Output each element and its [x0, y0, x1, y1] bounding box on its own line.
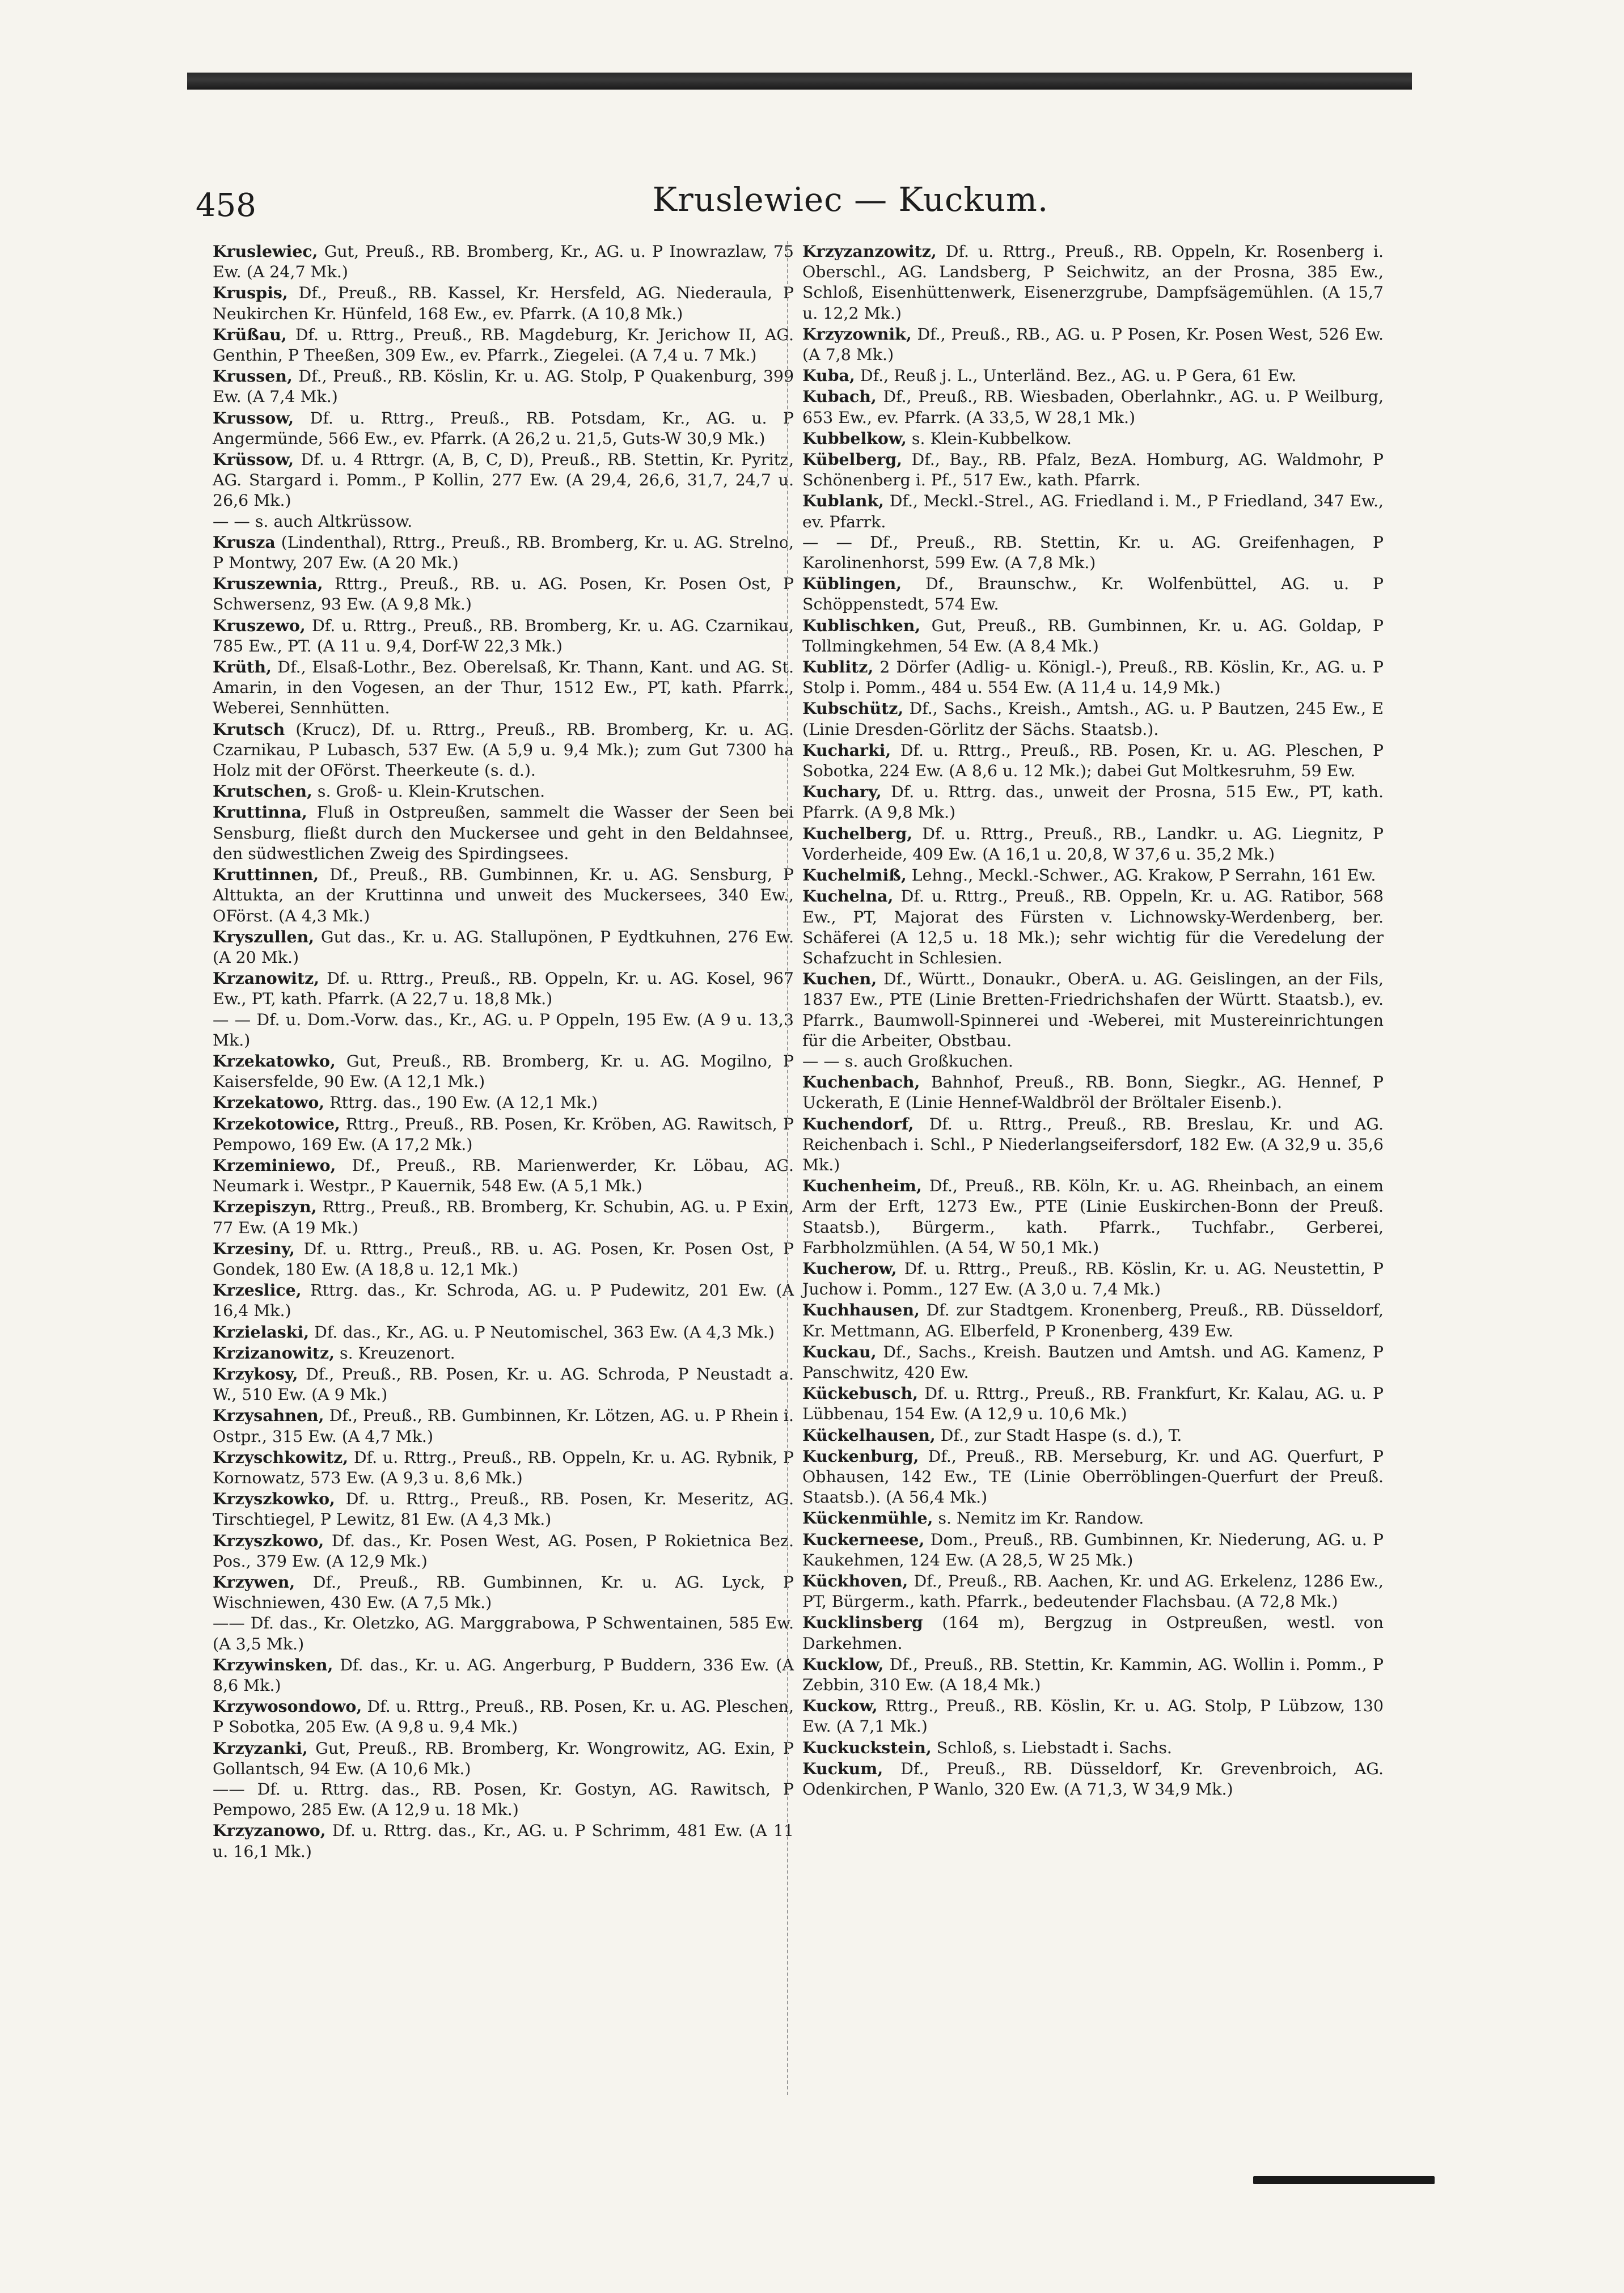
entry-text: Df., Preuß., RB. Stettin, Kr. Kammin, AG. Wollin i. Pomm., P Zebbin, 310 Ew. (A 18,4 Mk.)	[802, 1655, 1384, 1695]
entry-text: Rttrg., Preuß., RB. Bromberg, Kr. Schubin, AG. u. P Exin, 77 Ew. (A 19 Mk.)	[213, 1198, 794, 1237]
entry-text: s. Groß- u. Klein-Krutschen.	[317, 782, 545, 801]
gazetteer-entry	[213, 366, 794, 407]
gazetteer-entry	[213, 1196, 794, 1238]
entry-headword: Kuchhausen,	[802, 1300, 920, 1320]
entry-text: Df. u. Rttrg., Preuß., RB. Breslau, Kr. und AG. Reichenbach i. Schl., P Niederlangseifersdorf, 182 Ew. (A 32,9 u. 35,6 Mk.)	[802, 1114, 1384, 1174]
entry-headword: Krzekatowko,	[213, 1051, 336, 1071]
gazetteer-entry	[213, 532, 794, 573]
entry-text: Df. u. Rttrg., Preuß., RB. Magdeburg, Kr. Jerichow II, AG. Genthin, P Theeßen, 309 Ew., ev. Pfarrk., Ziegelei. (A 7,4 u. 7 Mk.)	[213, 325, 794, 365]
entry-text: Df. u. Rttrg., Preuß., RB. u. AG. Posen, Kr. Posen Ost, P Gondek, 180 Ew. (A 18,8 u. 12,1 Mk.)	[213, 1239, 794, 1279]
entry-text: s. Klein-Kubbelkow.	[911, 429, 1072, 448]
gazetteer-entry	[802, 1258, 1384, 1300]
entry-headword: Kuckum,	[802, 1758, 883, 1778]
entry-headword: Krüssow,	[213, 450, 294, 469]
gazetteer-entry	[213, 1322, 794, 1343]
gazetteer-entry	[802, 1695, 1384, 1737]
entry-headword: Krzekotowice,	[213, 1114, 340, 1133]
gazetteer-entry	[802, 241, 1384, 324]
entry-headword: Kübelberg,	[802, 450, 902, 469]
entry-headword: Krzyszkowko,	[213, 1489, 335, 1509]
entry-text: Df., Württ., Donaukr., OberA. u. AG. Geislingen, an der Fils, 1837 Ew., PTE (Linie Bretten-Friedrichshafen der Württ. Staatsb.), ev. Pfarrk., Baumwoll-Spinnerei und -Weberei, mit Mustereinrichtungen für die Arbeiter, Obstbau.	[802, 970, 1384, 1050]
entry-text: — — s. auch Altkrüssow.	[213, 511, 413, 531]
entry-text: Df., Preuß., RB. Köslin, Kr. u. AG. Stolp, P Quakenburg, 399 Ew. (A 7,4 Mk.)	[213, 367, 794, 407]
entry-headword: Kublitz,	[802, 657, 874, 677]
gazetteer-entry	[802, 1051, 1384, 1072]
gazetteer-entry	[213, 926, 794, 968]
entry-headword: Krzyzownik,	[802, 324, 912, 344]
entry-headword: Kuchenheim,	[802, 1176, 922, 1196]
gazetteer-entry	[213, 1738, 794, 1779]
entry-headword: Kruszewnia,	[213, 574, 323, 594]
entry-text: Df., Preuß., RB. Düsseldorf, Kr. Grevenbroich, AG. Odenkirchen, P Wanlo, 320 Ew. (A 71,3, W 34,9 Mk.)	[802, 1759, 1384, 1799]
gazetteer-entry	[802, 657, 1384, 698]
entry-headword: Kückhoven,	[802, 1571, 908, 1590]
gazetteer-entry	[213, 1092, 794, 1113]
entry-text: — — Df. u. Dom.-Vorw. das., Kr., AG. u. P Oppeln, 195 Ew. (A 9 u. 13,3 Mk.)	[213, 1010, 794, 1050]
entry-headword: Krüth,	[213, 657, 272, 677]
gazetteer-entry	[213, 1364, 794, 1405]
entry-headword: Krzysahnen,	[213, 1406, 324, 1425]
entry-text: Df. u. Rttrg., Preuß., RB. Köslin, Kr. u. AG. Neustettin, P Juchow i. Pomm., 127 Ew. (A 3,0 u. 7,4 Mk.)	[802, 1259, 1384, 1299]
entry-text: —— Df. das., Kr. Oletzko, AG. Marggrabowa, P Schwentainen, 585 Ew. (A 3,5 Mk.)	[213, 1614, 794, 1653]
entry-text: Df., Preuß., RB., AG. u. P Posen, Kr. Posen West, 526 Ew. (A 7,8 Mk.)	[802, 324, 1384, 365]
entry-headword: Krussow,	[213, 408, 294, 428]
entry-text: Df., Sachs., Kreish. Bautzen und Amtsh. und AG. Kamenz, P Panschwitz, 420 Ew.	[802, 1342, 1384, 1382]
running-head: Kruslewiec — Kuckum.	[652, 180, 1049, 219]
gazetteer-entry	[213, 324, 794, 366]
gazetteer-entry	[802, 1300, 1384, 1341]
entry-headword: Kruslewiec,	[213, 242, 318, 261]
entry-text: Df. das., Kr., AG. u. P Neutomischel, 363 Ew. (A 4,3 Mk.)	[314, 1322, 775, 1342]
entry-headword: Kubach,	[802, 387, 877, 407]
entry-headword: Kuchelmiß,	[802, 865, 907, 885]
entry-headword: Kublank,	[802, 491, 884, 511]
entry-text: Df., Preuß., RB. Wiesbaden, Oberlahnkr., AG. u. P Weilburg, 653 Ew., ev. Pfarrk. (A 33,5, W 28,1 Mk.)	[802, 387, 1384, 427]
entry-headword: Kruttinnen,	[213, 865, 319, 885]
entry-text: Df., Preuß., RB. Kassel, Kr. Hersfeld, AG. Niederaula, P Neukirchen Kr. Hünfeld, 168 Ew., ev. Pfarrk. (A 10,8 Mk.)	[213, 284, 794, 323]
entry-text: Rttrg. das., Kr. Schroda, AG. u. P Pudewitz, 201 Ew. (A 16,4 Mk.)	[213, 1281, 794, 1321]
entry-headword: Kuckerneese,	[802, 1529, 925, 1549]
entry-text: Df. u. Rttrg., Preuß., RB. Potsdam, Kr., AG. u. P Angermünde, 566 Ew., ev. Pfarrk. (A 26,2 u. 21,5, Guts-W 30,9 Mk.)	[213, 408, 794, 448]
entry-headword: Kuchelberg,	[802, 823, 913, 843]
gazetteer-entry	[213, 282, 794, 324]
entry-headword: Krutschen,	[213, 781, 312, 801]
gazetteer-entry	[802, 740, 1384, 781]
gazetteer-entry	[802, 1654, 1384, 1695]
entry-text: Df., zur Stadt Haspe (s. d.), T.	[940, 1425, 1182, 1445]
entry-text: Df., Meckl.-Strel., AG. Friedland i. M., P Friedland, 347 Ew., ev. Pfarrk.	[802, 492, 1384, 531]
gazetteer-entry	[802, 1383, 1384, 1424]
gazetteer-entry	[213, 573, 794, 615]
entry-headword: Kuckenburg,	[802, 1446, 919, 1466]
entry-text: Gut, Preuß., RB. Gumbinnen, Kr. u. AG. Goldap, P Tollmingkehmen, 54 Ew. (A 8,4 Mk.)	[802, 616, 1384, 655]
entry-text: Df., Elsaß-Lothr., Bez. Oberelsaß, Kr. Thann, Kant. und AG. St. Amarin, in den Vogesen, an der Thur, 1512 Ew., PT, kath. Pfarrk., Weberei, Sennhütten.	[213, 658, 794, 718]
entry-text: Df., Preuß., RB. Merseburg, Kr. und AG. Querfurt, P Obhausen, 142 Ew., TE (Linie Oberröblingen-Querfurt der Preuß. Staatsb.). (A 56,4 Mk.)	[802, 1446, 1384, 1507]
entry-headword: Kryszullen,	[213, 926, 315, 946]
entry-headword: Kuchary,	[802, 782, 882, 802]
entry-headword: Krzesiny,	[213, 1238, 295, 1258]
entry-headword: Krzyzanowo,	[213, 1821, 326, 1841]
entry-headword: Krussen,	[213, 366, 293, 386]
gazetteer-entry	[213, 1820, 794, 1862]
gazetteer-entry	[802, 1342, 1384, 1383]
gazetteer-entry	[802, 1571, 1384, 1612]
entry-text: Gut, Preuß., RB. Bromberg, Kr. Wongrowitz, AG. Exin, P Gollantsch, 94 Ew. (A 10,6 Mk.)	[213, 1738, 794, 1778]
gazetteer-entry	[213, 864, 794, 926]
gazetteer-entry	[802, 865, 1384, 886]
entry-headword: Krzyzanki,	[213, 1738, 308, 1758]
entry-text: Df. u. Rttrg., Preuß., RB., Landkr. u. AG. Liegnitz, P Vorderheide, 409 Ew. (A 16,1 u. 20,8, W 37,6 u. 35,2 Mk.)	[802, 824, 1384, 864]
entry-headword: Krzywinsken,	[213, 1655, 333, 1674]
entry-text: Df., Preuß., RB. Gumbinnen, Kr. Lötzen, AG. u. P Rhein i. Ostpr., 315 Ew. (A 4,7 Mk.)	[213, 1406, 794, 1446]
entry-text: (Lindenthal), Rttrg., Preuß., RB. Bromberg, Kr. u. AG. Strelno, P Montwy, 207 Ew. (A 20 Mk.)	[213, 532, 794, 573]
entry-headword: Krzizanowitz,	[213, 1343, 335, 1363]
entry-headword: Kückenmühle,	[802, 1508, 933, 1528]
entry-headword: Kruszewo,	[213, 615, 306, 635]
gazetteer-entry	[802, 386, 1384, 428]
entry-text: Df., Preuß., RB. Gumbinnen, Kr. u. AG. Lyck, P Wischniewen, 430 Ew. (A 7,5 Mk.)	[213, 1573, 794, 1613]
gazetteer-entry	[802, 1758, 1384, 1800]
entry-text: 2 Dörfer (Adlig- u. Königl.-), Preuß., RB. Köslin, Kr., AG. u. P Stolp i. Pomm., 484 u. 554 Ew. (A 11,4 u. 14,9 Mk.)	[802, 658, 1384, 697]
gazetteer-entry	[802, 1072, 1384, 1113]
entry-text: Df., Reuß j. L., Unterländ. Bez., AG. u. P Gera, 61 Ew.	[860, 366, 1297, 386]
entry-headword: Krzyschkowitz,	[213, 1447, 349, 1467]
entry-text: Gut, Preuß., RB. Bromberg, Kr., AG. u. P Inowrazlaw, 75 Ew. (A 24,7 Mk.)	[213, 242, 794, 282]
gazetteer-entry	[802, 324, 1384, 365]
entry-headword: Kubschütz,	[802, 699, 904, 718]
gazetteer-entry	[213, 449, 794, 511]
entry-headword: Kückebusch,	[802, 1384, 919, 1403]
entry-text: Df. u. Rttrg. das., unweit der Prosna, 515 Ew., PT, kath. Pfarrk. (A 9,8 Mk.)	[802, 782, 1384, 822]
entry-text: (Krucz), Df. u. Rttrg., Preuß., RB. Bromberg, Kr. u. AG. Czarnikau, P Lubasch, 537 Ew. (A 5,9 u. 9,4 Mk.); zum Gut 7300 ha Holz mit der OFörst. Theerkeute (s. d.).	[213, 720, 794, 780]
gazetteer-entry	[213, 1114, 794, 1155]
entry-text: Df. das., Kr. u. AG. Angerburg, P Buddern, 336 Ew. (A 8,6 Mk.)	[213, 1655, 794, 1695]
gazetteer-entry	[213, 1405, 794, 1446]
entry-text: Df. u. Rttrg. das., Kr., AG. u. P Schrimm, 481 Ew. (A 11 u. 16,1 Mk.)	[213, 1821, 794, 1861]
entry-headword: Krzyszkowo,	[213, 1530, 324, 1550]
entry-text: Dom., Preuß., RB. Gumbinnen, Kr. Niederung, AG. u. P Kaukehmen, 124 Ew. (A 28,5, W 25 Mk.)	[802, 1530, 1384, 1569]
bottom-rule	[1253, 2176, 1435, 2184]
entry-text: Df. u. Rttrg., Preuß., RB. Oppeln, Kr. u. AG. Kosel, 967 Ew., PT, kath. Pfarrk. (A 22,7 u. 18,8 Mk.)	[213, 969, 794, 1009]
gazetteer-entry	[802, 1508, 1384, 1529]
page-number: 458	[196, 187, 256, 224]
entry-headword: Kubbelkow,	[802, 428, 907, 448]
gazetteer-entry	[802, 449, 1384, 490]
gazetteer-entry	[213, 1447, 794, 1488]
entry-headword: Kuchendorf,	[802, 1114, 914, 1133]
gazetteer-entry	[213, 1238, 794, 1280]
entry-text: Df. u. 4 Rttrgr. (A, B, C, D), Preuß., RB. Stettin, Kr. Pyritz, AG. Stargard i. Pomm., P Kollin, 277 Ew. (A 29,4, 26,6, 31,7, 24,7 u. 26,6 Mk.)	[213, 450, 794, 510]
entry-text: Lehng., Meckl.-Schwer., AG. Krakow, P Serrahn, 161 Ew.	[911, 866, 1376, 885]
gazetteer-entry	[802, 428, 1384, 449]
gazetteer-entry	[802, 490, 1384, 532]
entry-headword: Krzekatowo,	[213, 1093, 325, 1112]
gazetteer-entry	[213, 1280, 794, 1321]
entry-text: Df., Braunschw., Kr. Wolfenbüttel, AG. u. P Schöppenstedt, 574 Ew.	[802, 574, 1384, 614]
gazetteer-entry	[213, 781, 794, 802]
entry-headword: Krzepiszyn,	[213, 1197, 317, 1217]
gazetteer-entry	[213, 1613, 794, 1654]
gazetteer-entry	[213, 1572, 794, 1613]
gazetteer-entry	[802, 823, 1384, 865]
entry-headword: Krzyzanzowitz,	[802, 242, 937, 261]
left-column	[213, 241, 794, 1862]
entry-headword: Krzywen,	[213, 1572, 295, 1592]
entry-text: Df. u. Rttrg., Preuß., RB. Frankfurt, Kr. Kalau, AG. u. P Lübbenau, 154 Ew. (A 12,9 u. 10,6 Mk.)	[802, 1384, 1384, 1424]
entry-text: s. Nemitz im Kr. Randow.	[938, 1509, 1144, 1528]
entry-text: Df. zur Stadtgem. Kronenberg, Preuß., RB. Düsseldorf, Kr. Mettmann, AG. Elberfeld, P Kronenberg, 439 Ew.	[802, 1301, 1384, 1340]
entry-text: Df. u. Rttrg., Preuß., RB. Oppeln, Kr. Rosenberg i. Oberschl., AG. Landsberg, P Seichwitz, an der Prosna, 385 Ew., Schloß, Eisenhüttenwerk, Eisenerzgrube, Dampfsägemühlen. (A 15,7 u. 12,2 Mk.)	[802, 242, 1384, 323]
entry-headword: Kruttinna,	[213, 802, 307, 822]
entry-headword: Krzykosy,	[213, 1364, 298, 1384]
gazetteer-entry	[213, 1655, 794, 1696]
entry-headword: Kucklinsberg	[802, 1613, 923, 1632]
entry-text: Gut das., Kr. u. AG. Stallupönen, P Eydtkuhnen, 276 Ew. (A 20 Mk.)	[213, 927, 794, 967]
entry-headword: Kucherow,	[802, 1258, 897, 1278]
entry-headword: Küblingen,	[802, 574, 902, 594]
entry-text: Df., Preuß., RB. Aachen, Kr. und AG. Erkelenz, 1286 Ew., PT, Bürgerm., kath. Pfarrk., bedeutender Flachsbau. (A 72,8 Mk.)	[802, 1572, 1384, 1611]
gazetteer-entry	[213, 1530, 794, 1572]
gazetteer-entry	[213, 408, 794, 449]
gazetteer-entry	[213, 719, 794, 781]
gazetteer-entry	[802, 968, 1384, 1051]
gazetteer-entry	[213, 1696, 794, 1737]
entry-text: Df., Preuß., RB. Köln, Kr. u. AG. Rheinbach, an einem Arm der Erft, 1273 Ew., PTE (Linie Euskirchen-Bonn der Preuß. Staatsb.), Bürgerm., kath. Pfarrk., Tuchfabr., Gerberei, Farbholzmühlen. (A 54, W 50,1 Mk.)	[802, 1177, 1384, 1257]
entry-text: Bahnhof, Preuß., RB. Bonn, Siegkr., AG. Hennef, P Uckerath, E (Linie Hennef-Waldbröl der Bröltaler Eisenb.).	[802, 1073, 1384, 1112]
gazetteer-entry	[213, 241, 794, 282]
entry-headword: Kuchenbach,	[802, 1072, 920, 1092]
entry-headword: Kuba,	[802, 366, 855, 386]
entry-headword: Kuchelna,	[802, 886, 894, 906]
entry-text: Gut, Preuß., RB. Bromberg, Kr. u. AG. Mogilno, P Kaisersfelde, 90 Ew. (A 12,1 Mk.)	[213, 1051, 794, 1091]
entry-text: Df. u. Rttrg., Preuß., RB. Oppeln, Kr. u. AG. Ratibor, 568 Ew., PT, Majorat des Fürsten v. Lichnowsky-Werdenberg, ber. Schäferei (A 12,5 u. 18 Mk.); sehr wichtig für die Veredelung der Schafzucht in Schlesien.	[802, 887, 1384, 967]
entry-text: Schloß, s. Liebstadt i. Sachs.	[936, 1738, 1172, 1757]
gazetteer-entry	[213, 1155, 794, 1196]
entry-headword: Kruspis,	[213, 283, 288, 303]
entry-headword: Krzeminiewo,	[213, 1155, 336, 1175]
entry-text: Rttrg., Preuß., RB. Köslin, Kr. u. AG. Stolp, P Lübzow, 130 Ew. (A 7,1 Mk.)	[802, 1697, 1384, 1736]
entry-text: Df., Sachs., Kreish., Amtsh., AG. u. P Bautzen, 245 Ew., E (Linie Dresden-Görlitz der Sächs. Staatsb.).	[802, 699, 1384, 739]
entry-text: Fluß in Ostpreußen, sammelt die Wasser der Seen bei Sensburg, fließt durch den Muckersee und geht in den Beldahnsee, den südwestlichen Zweig des Spirdingsees.	[213, 803, 794, 863]
gazetteer-entry	[213, 968, 794, 1009]
entry-headword: Kruszа	[213, 532, 276, 552]
gazetteer-entry	[213, 1343, 794, 1364]
gazetteer-entry	[213, 615, 794, 657]
gazetteer-entry	[213, 1051, 794, 1092]
entry-headword: Krzielaski,	[213, 1322, 310, 1342]
gazetteer-entry	[802, 698, 1384, 739]
entry-headword: Kuckau,	[802, 1342, 877, 1361]
column-divider	[787, 241, 788, 2095]
entry-text: (164 m), Bergzug in Ostpreußen, westl. von Darkehmen.	[802, 1613, 1384, 1653]
entry-headword: Kublischken,	[802, 615, 921, 635]
gazetteer-entry	[802, 365, 1384, 386]
entry-headword: Krüßau,	[213, 324, 287, 344]
entry-headword: Kucklow,	[802, 1654, 884, 1674]
entry-text: Df., Preuß., RB. Gumbinnen, Kr. u. AG. Sensburg, P Alttukta, an der Kruttinna und unweit des Muckersees, 340 Ew., OFörst. (A 4,3 Mk.)	[213, 865, 794, 925]
entry-text: Df. u. Rttrg., Preuß., RB. Posen, Kr. Meseritz, AG. Tirschtiegel, P Lewitz, 81 Ew. (A 4,3 Mk.)	[213, 1490, 794, 1529]
gazetteer-entry	[802, 1425, 1384, 1446]
gazetteer-entry	[213, 1488, 794, 1530]
gazetteer-entry	[802, 1114, 1384, 1176]
gazetteer-entry	[213, 802, 794, 864]
entry-text: — — s. auch Großkuchen.	[802, 1051, 1013, 1071]
gazetteer-entry	[213, 1010, 794, 1051]
entry-headword: Kuchen,	[802, 969, 877, 989]
entry-text: Df. das., Kr. Posen West, AG. Posen, P Rokietnica Bez. Pos., 379 Ew. (A 12,9 Mk.)	[213, 1531, 794, 1571]
entry-text: Df. u. Rttrg., Preuß., RB. Bromberg, Kr. u. AG. Czarnikau, 785 Ew., PT. (A 11 u. 9,4, Dorf-W 22,3 Mk.)	[213, 616, 794, 655]
entry-text: Df. u. Rttrg., Preuß., RB. Posen, Kr. u. AG. Pleschen, P Sobotka, 205 Ew. (A 9,8 u. 9,4 Mk.)	[213, 1697, 794, 1737]
top-rule	[187, 73, 1412, 90]
entry-text: —— Df. u. Rttrg. das., RB. Posen, Kr. Gostyn, AG. Rawitsch, P Pempowo, 285 Ew. (A 12,9 u. 18 Mk.)	[213, 1780, 794, 1820]
entry-text: Rttrg. das., 190 Ew. (A 12,1 Mk.)	[329, 1093, 598, 1112]
entry-text: s. Kreuzenort.	[340, 1343, 455, 1363]
entry-headword: Kückelhausen,	[802, 1425, 936, 1445]
entry-headword: Kucharki,	[802, 740, 891, 760]
entry-headword: Krzywosondowo,	[213, 1697, 362, 1716]
entry-text: Df. u. Rttrg., Preuß., RB. Oppeln, Kr. u. AG. Rybnik, P Kornowatz, 573 Ew. (A 9,3 u. 8,6 Mk.)	[213, 1448, 794, 1487]
gazetteer-entry	[213, 511, 794, 532]
entry-headword: Kuckow,	[802, 1696, 878, 1716]
entry-text: Df., Preuß., RB. Posen, Kr. u. AG. Schroda, P Neustadt a. W., 510 Ew. (A 9 Mk.)	[213, 1364, 794, 1404]
entry-headword: Kuckuckstein,	[802, 1737, 932, 1757]
entry-text: Rttrg., Preuß., RB. u. AG. Posen, Kr. Posen Ost, P Schwersenz, 93 Ew. (A 9,8 Mk.)	[213, 574, 794, 614]
entry-text: Rttrg., Preuß., RB. Posen, Kr. Kröben, AG. Rawitsch, P Pempowo, 169 Ew. (A 17,2 Mk.)	[213, 1114, 794, 1154]
gazetteer-entry	[213, 657, 794, 719]
right-column	[802, 241, 1384, 1800]
entry-text: Df., Preuß., RB. Marienwerder, Kr. Löbau, AG. Neumark i. Westpr., P Kauernik, 548 Ew. (A 5,1 Mk.)	[213, 1156, 794, 1196]
gazetteer-entry	[802, 532, 1384, 573]
gazetteer-entry	[802, 1175, 1384, 1258]
entry-text: Df. u. Rttrg., Preuß., RB. Posen, Kr. u. AG. Pleschen, P Sobotka, 224 Ew. (A 8,6 u. 12 Mk.); dabei Gut Moltkesruhm, 59 Ew.	[802, 741, 1384, 781]
gazetteer-entry	[802, 573, 1384, 615]
gazetteer-entry	[802, 781, 1384, 823]
gazetteer-entry	[802, 615, 1384, 657]
gazetteer-entry	[802, 886, 1384, 968]
gazetteer-entry	[802, 1446, 1384, 1508]
gazetteer-entry	[802, 1529, 1384, 1571]
entry-text: Df., Bay., RB. Pfalz, BezA. Homburg, AG. Waldmohr, P Schönenberg i. Pf., 517 Ew., kath. Pfarrk.	[802, 450, 1384, 490]
entry-headword: Krzanowitz,	[213, 968, 320, 988]
gazetteer-entry	[802, 1612, 1384, 1653]
entry-headword: Krzeslice,	[213, 1280, 302, 1300]
entry-headword: Krutsch	[213, 719, 285, 739]
gazetteer-entry	[213, 1779, 794, 1820]
entry-text: — — Df., Preuß., RB. Stettin, Kr. u. AG. Greifenhagen, P Karolinenhorst, 599 Ew. (A 7,8 Mk.)	[802, 532, 1384, 573]
gazetteer-entry	[802, 1737, 1384, 1758]
